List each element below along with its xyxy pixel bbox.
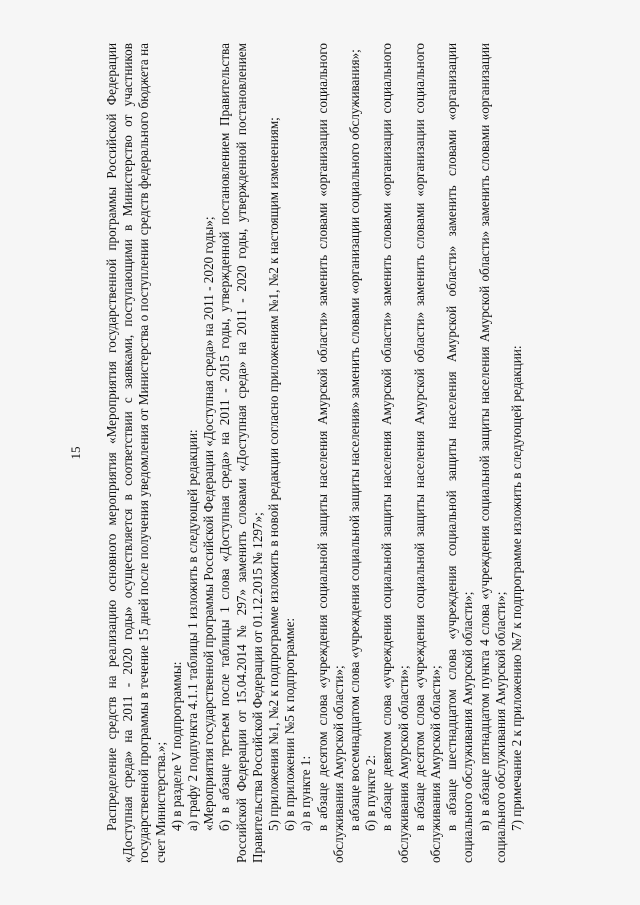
paragraph: в абзаце десятом слова «учреждения социальной защиты населения Амурской области» заменить словами «организации социального обслуживания Амурской области»; [314,42,346,863]
page-number: 15 [68,446,83,459]
paragraph: б) в абзаце третьем после таблицы 1 слова «Доступная среда» на 2011 - 2015 годы, утвержденной постановлением Правительства Российской Федерации от 15.04.2014 № 297» заменить словами «Доступная среда» на 2011 - 2020 годы, утвержденной постановлением Правительства Российской Федерации от 01.12.2015 № 1297»; [217,42,265,863]
paragraph: 6) в приложении №5 к подпрограмме: [282,617,298,831]
document-body [104,43,525,863]
paragraph: в абзаце восемнадцатом слова «учреждения социальной защиты населения» заменить словами «организации социального обслуживания»; [347,48,363,831]
paragraph: 5) приложения №1, №2 к подпрограмме изложить в новой редакции согласно приложениям №1, №2 к настоящим изменениям; [266,116,282,831]
paragraph: в абзаце десятом слова «учреждения социальной защиты населения Амурской области» заменить словами «организации социального обслуживания Амурской области»; [411,42,444,863]
rotated-page [60,33,580,873]
paragraph: в абзаце шестнадцатом слова «учреждения социальной защиты населения Амурской области» заменить словами «организации социального обслуживания Амурской области»; [444,42,476,863]
paragraph: б) в пункте 2: [363,754,379,831]
paragraph: в абзаце девятом слова «учреждения социальной защиты населения Амурской области» заменить словами «организации социального обслуживания Амурской области»; [379,42,411,863]
paragraph: а) графу 2 подпункта 4.1.1 таблицы 1 изложить в следующей редакции: [185,428,201,831]
paragraph: 7) примечание 2 к приложению №7 к подпрограмме изложить в следующей редакции: [509,344,525,831]
paragraph: 4) в разделе V подпрограммы: [168,661,184,831]
paragraph: Распределение средств на реализацию основного мероприятия «Мероприятия государственной программы Российской Федерации «Доступная среда» на 2011 - 2020 годы» осуществляется в соответствии с заявками, поступающими в Министерство от участников государственной программы в течение 15 дней после получения уведомления от Министерства о поступлении средств федерального бюджета на счет Министерства.»; [104,42,168,863]
paragraph: в) в абзаце пятнадцатом пункта 4 слова «учреждения социальной защиты населения Амурской области» заменить словами «организации социального обслуживания Амурской области»; [476,42,508,863]
paragraph: а) в пункте 1: [298,755,314,831]
paragraph: «Мероприятия государственной программы Российской Федерации «Доступная среда» на 2011 - 2020 годы»; [201,215,217,831]
